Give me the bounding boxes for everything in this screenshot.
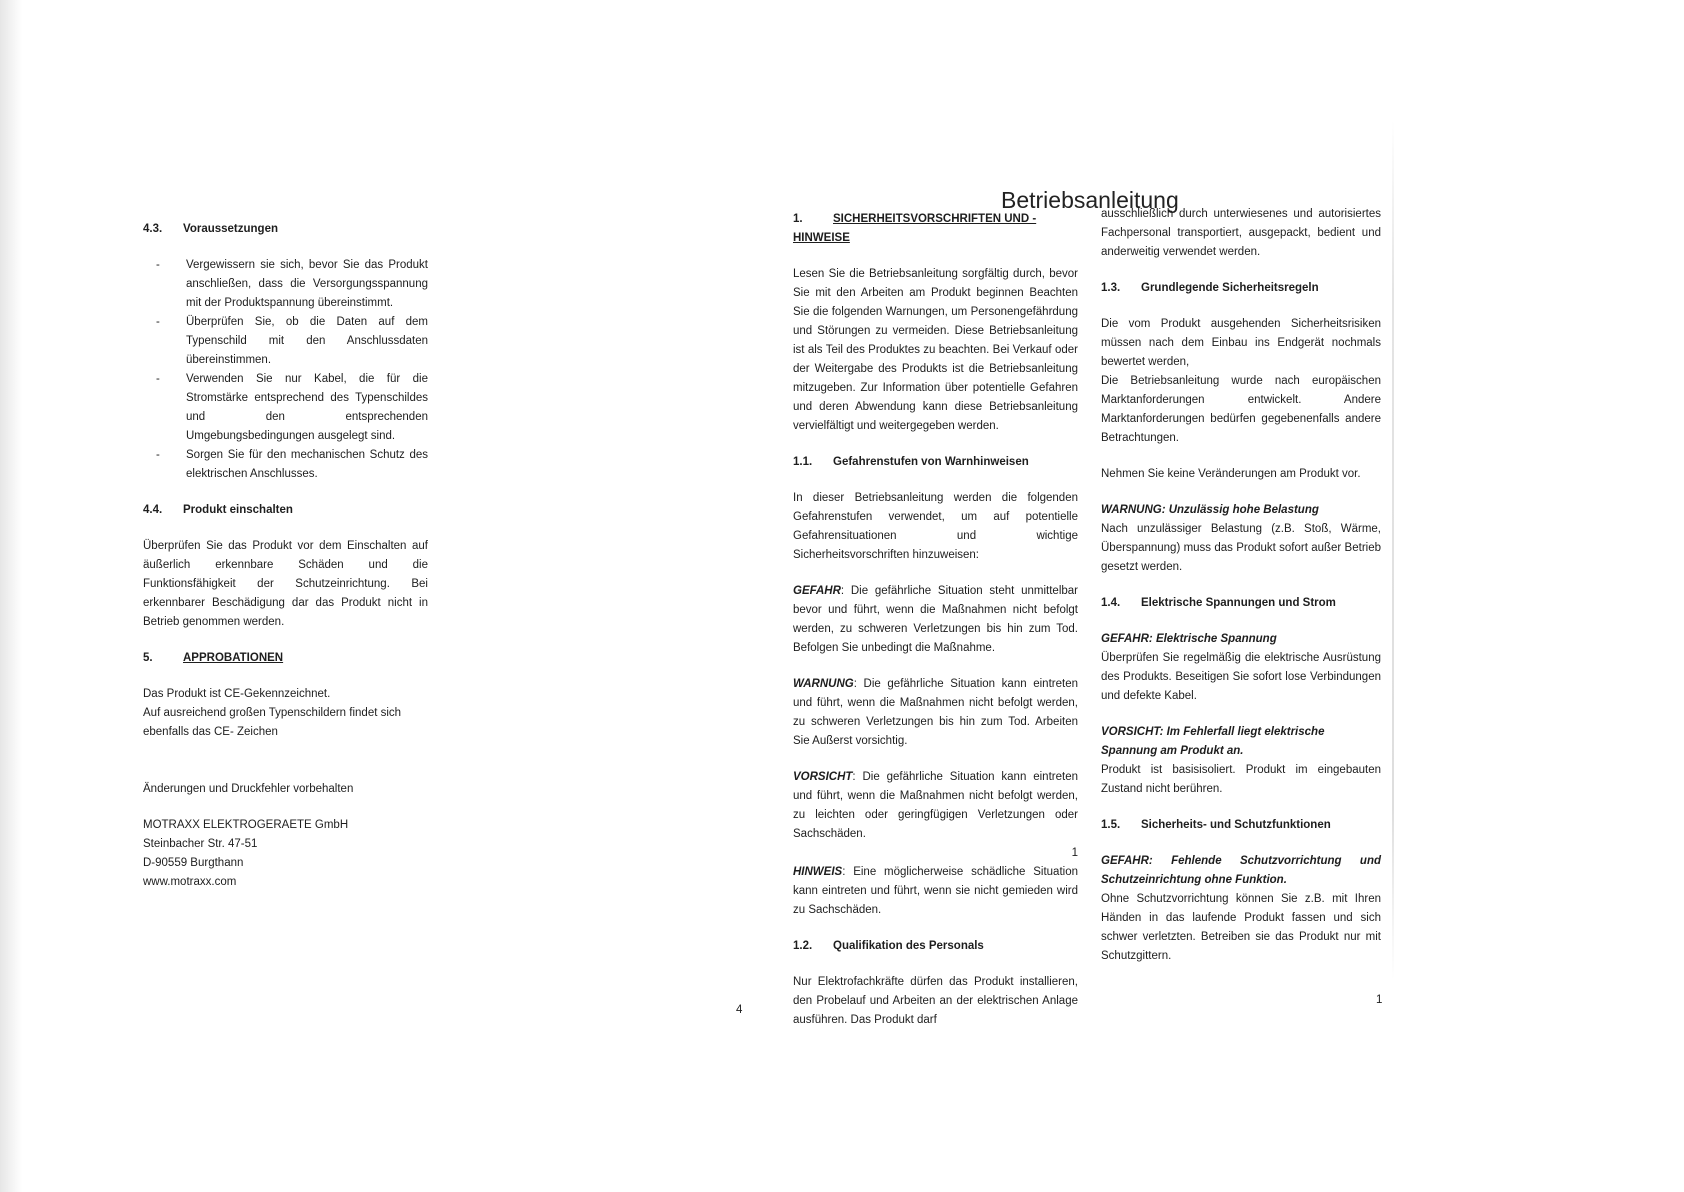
section-heading-1-5: 1.5. Sicherheits- und Schutzfunktionen — [1101, 819, 1331, 831]
hazard-heading: WARNUNG: Unzulässig hohe Belastung — [1101, 504, 1319, 516]
page-title: Betriebsanleitung — [1001, 187, 1179, 214]
scan-page-edge — [1392, 120, 1394, 980]
paragraph: Nach unzulässiger Belastung (z.B. Stoß, Wärme, Überspannung) muss das Produkt sofort außer Betrieb gesetzt werden. — [1101, 523, 1381, 573]
paragraph: Überprüfen Sie regelmäßig die elektrische Ausrüstung des Produkts. Beseitigen Sie sofort lose Verbindungen und defekte Kabel. — [1101, 652, 1381, 702]
hazard-note-hinweis: HINWEIS: Eine möglicherweise schädliche Situation kann eintreten und führt, wenn sie nicht gemieden wird zu Sachschäden. — [793, 866, 1078, 916]
left-page-column — [143, 220, 428, 892]
paragraph: Die vom Produkt ausgehenden Sicherheitsrisiken müssen nach dem Einbau ins Endgerät nochmals bewertet werden, — [1101, 318, 1381, 368]
section-heading-4-4: 4.4. Produkt einschalten — [143, 504, 293, 516]
paragraph: Lesen Sie die Betriebsanleitung sorgfältig durch, bevor Sie mit den Arbeiten am Produkt beginnen Beachten Sie die folgenden Warnungen, um Personengefährdung und Störungen zu vermeiden. Diese Betriebsanleitung ist als Teil des Produktes zu beachten. Bei Verkauf oder der Weitergabe des Produkts ist die Betriebsanleitung mitzugeben. Zur Information über potentielle Gefahren und deren Abwendung kann diese Betriebsanleitung vervielfältigt und weitergegeben werden. — [793, 268, 1078, 432]
paragraph: Nehmen Sie keine Veränderungen am Produkt vor. — [1101, 468, 1361, 480]
paragraph: Das Produkt ist CE-Gekennzeichnet. — [143, 688, 331, 700]
section-heading-1-1: 1.1. Gefahrenstufen von Warnhinweisen — [793, 456, 1029, 468]
section-heading-5: 5. APPROBATIONEN — [143, 652, 284, 664]
hazard-note-gefahr: GEFAHR: Die gefährliche Situation steht unmittelbar bevor und führt, wenn die Maßnahmen nicht befolgt werden, zu schweren Verletzungen bis hin zum Tod. Befolgen Sie unbedingt die Maßnahme. — [793, 585, 1078, 654]
company-city: D-90559 Burgthann — [143, 857, 244, 869]
section-heading-4-3: 4.3. Voraussetzungen — [143, 223, 278, 235]
company-name: MOTRAXX ELEKTROGERAETE GmbH — [143, 819, 349, 831]
right-page-column-2 — [1101, 205, 1381, 966]
requirements-list — [143, 256, 428, 484]
paragraph: Überprüfen Sie das Produkt vor dem Einschalten auf äußerlich erkennbare Schäden und die Funktionsfähigkeit der Schutzeinrichtung. Bei erkennbarer Beschädigung dar das Produkt nicht in Betrieb genommen werden. — [143, 540, 428, 628]
right-page-column-1 — [793, 210, 1078, 1030]
hazard-note-warnung: WARNUNG: Die gefährliche Situation kann eintreten und führt, wenn die Maßnahmen nicht befolgt werden, zu schweren Verletzungen bis hin zum Tod. Arbeiten Sie Außerst vorsichtig. — [793, 678, 1078, 747]
section-heading-1-3: 1.3. Grundlegende Sicherheitsregeln — [1101, 282, 1319, 294]
paragraph: Produkt ist basisisoliert. Produkt im eingebauten Zustand nicht berühren. — [1101, 764, 1381, 795]
paragraph: Auf ausreichend großen Typenschildern findet sich ebenfalls das CE- Zeichen — [143, 707, 402, 738]
hazard-note-vorsicht: VORSICHT: Die gefährliche Situation kann eintreten und führt, wenn die Maßnahmen nicht befolgt werden, zu leichten oder geringfügigen Verletzungen oder Sachschäden. — [793, 771, 1078, 840]
page-number: 4 — [736, 1004, 743, 1016]
paragraph: Nur Elektrofachkräfte dürfen das Produkt installieren, den Probelauf und Arbeiten an der elektrischen Anlage ausführen. Das Produkt darf — [793, 976, 1078, 1026]
inline-page-number: 1 — [1071, 847, 1078, 859]
company-street: Steinbacher Str. 47-51 — [143, 838, 258, 850]
page-number: 1 — [1376, 994, 1383, 1006]
disclaimer: Änderungen und Druckfehler vorbehalten — [143, 783, 354, 795]
section-heading-1-2: 1.2. Qualifikation des Personals — [793, 940, 984, 952]
hazard-heading: VORSICHT: Im Fehlerfall liegt elektrische Spannung am Produkt an. — [1101, 726, 1325, 757]
list-item: - Verwenden Sie nur Kabel, die für die Stromstärke entsprechend des Typenschildes und den entsprechenden Umgebungsbedingungen ausgelegt sind. — [143, 370, 428, 446]
list-item: - Überprüfen Sie, ob die Daten auf dem Typenschild mit den Anschlussdaten übereinstimmen. — [143, 313, 428, 370]
paragraph: Ohne Schutzvorrichtung können Sie z.B. mit Ihren Händen in das laufende Produkt fassen und sich schwer verletzten. Betreiben sie das Produkt nur mit Schutzgittern. — [1101, 893, 1381, 962]
list-item: - Vergewissern sie sich, bevor Sie das Produkt anschließen, dass die Versorgungsspannung mit der Produktspannung übereinstimmt. — [143, 256, 428, 313]
hazard-heading: GEFAHR: Elektrische Spannung — [1101, 633, 1277, 645]
paragraph: ausschließlich durch unterwiesenes und autorisiertes Fachpersonal transportiert, ausgepackt, bedient und anderweitig verwendet werden. — [1101, 208, 1381, 258]
list-item: - Sorgen Sie für den mechanischen Schutz des elektrischen Anschlusses. — [143, 446, 428, 484]
section-heading-1-4: 1.4. Elektrische Spannungen und Strom — [1101, 597, 1336, 609]
section-heading-1: 1. SICHERHEITSVORSCHRIFTEN UND -HINWEISE — [793, 213, 1037, 244]
hazard-heading: GEFAHR: Fehlende Schutzvorrichtung und Schutzeinrichtung ohne Funktion. — [1101, 855, 1381, 886]
paragraph: In dieser Betriebsanleitung werden die folgenden Gefahrenstufen verwendet, um auf potentielle Gefahrensituationen und wichtige Sicherheitsvorschriften hinzuweisen: — [793, 492, 1078, 561]
company-website: www.motraxx.com — [143, 876, 237, 888]
paragraph: Die Betriebsanleitung wurde nach europäischen Marktanforderungen entwickelt. Andere Marktanforderungen bedürfen gegebenenfalls andere Betrachtungen. — [1101, 375, 1381, 444]
scan-shadow — [0, 0, 22, 1192]
